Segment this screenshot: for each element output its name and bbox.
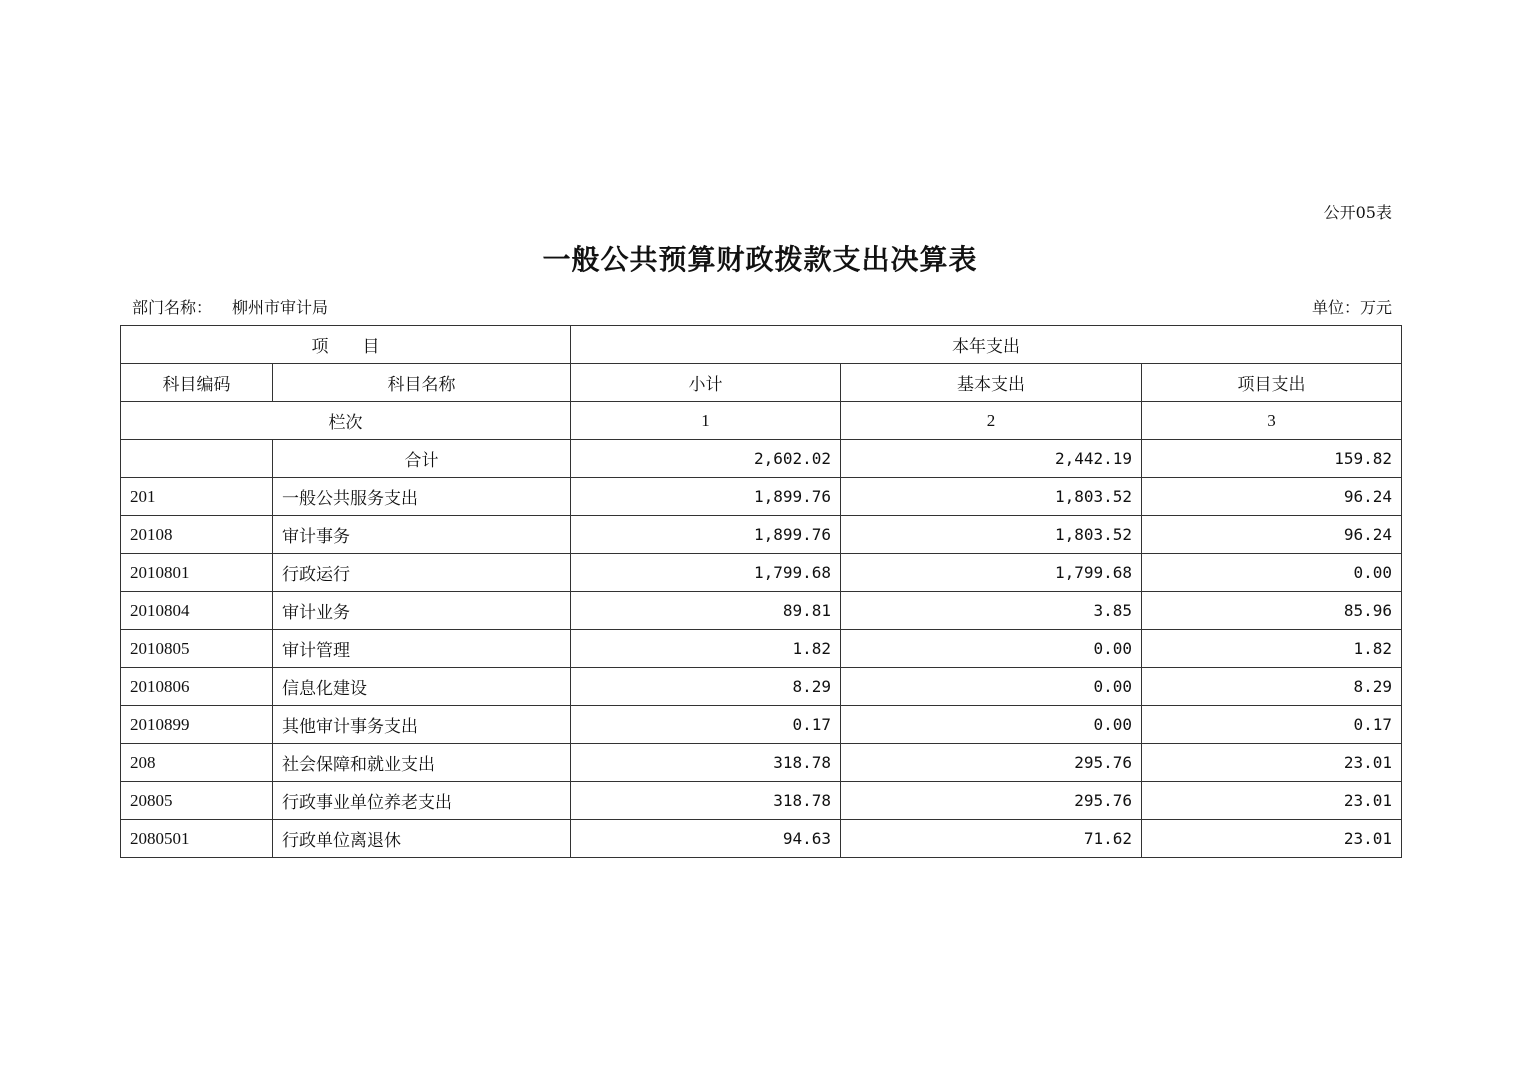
- row-subtotal: 1,899.76: [571, 516, 841, 554]
- header-subtotal: 小计: [571, 364, 841, 402]
- row-subtotal: 94.63: [571, 820, 841, 858]
- total-basic: 2,442.19: [841, 440, 1142, 478]
- total-code-cell: [121, 440, 273, 478]
- row-subtotal: 0.17: [571, 706, 841, 744]
- row-code: 2010804: [121, 592, 273, 630]
- department-name: 柳州市审计局: [232, 298, 329, 317]
- table-row: [121, 478, 1402, 516]
- index-label: 栏次: [121, 402, 571, 440]
- total-row: [121, 440, 1402, 478]
- row-basic: 1,803.52: [841, 478, 1142, 516]
- table-row: [121, 516, 1402, 554]
- header-basic: 基本支出: [841, 364, 1142, 402]
- row-subtotal: 1,799.68: [571, 554, 841, 592]
- table-row: [121, 668, 1402, 706]
- page-title: 一般公共预算财政拨款支出决算表: [542, 243, 978, 276]
- table-row: [121, 706, 1402, 744]
- index-3: 3: [1142, 402, 1402, 440]
- header-row-columns: [121, 364, 1402, 402]
- row-name: 社会保障和就业支出: [273, 744, 571, 782]
- row-name: 其他审计事务支出: [273, 706, 571, 744]
- header-code: 科目编码: [121, 364, 273, 402]
- row-project: 23.01: [1142, 744, 1402, 782]
- header-row-index: [121, 402, 1402, 440]
- row-basic: 3.85: [841, 592, 1142, 630]
- row-basic: 0.00: [841, 706, 1142, 744]
- row-project: 23.01: [1142, 820, 1402, 858]
- header-expense-group: 本年支出: [571, 326, 1402, 364]
- row-project: 96.24: [1142, 516, 1402, 554]
- row-code: 20108: [121, 516, 273, 554]
- row-code: 2080501: [121, 820, 273, 858]
- table-row: [121, 592, 1402, 630]
- row-code: 2010801: [121, 554, 273, 592]
- table-row: [121, 782, 1402, 820]
- row-basic: 1,799.68: [841, 554, 1142, 592]
- row-project: 8.29: [1142, 668, 1402, 706]
- row-code: 2010899: [121, 706, 273, 744]
- row-name: 审计事务: [273, 516, 571, 554]
- index-2: 2: [841, 402, 1142, 440]
- unit-label: 单位：万元: [1311, 298, 1392, 317]
- row-basic: 295.76: [841, 782, 1142, 820]
- row-project: 85.96: [1142, 592, 1402, 630]
- table-row: [121, 820, 1402, 858]
- row-project: 0.17: [1142, 706, 1402, 744]
- row-subtotal: 1,899.76: [571, 478, 841, 516]
- row-code: 2010806: [121, 668, 273, 706]
- row-subtotal: 8.29: [571, 668, 841, 706]
- row-basic: 1,803.52: [841, 516, 1142, 554]
- row-subtotal: 318.78: [571, 744, 841, 782]
- header-project: 项目支出: [1142, 364, 1402, 402]
- row-code: 20805: [121, 782, 273, 820]
- table-row: [121, 554, 1402, 592]
- row-basic: 0.00: [841, 668, 1142, 706]
- row-project: 96.24: [1142, 478, 1402, 516]
- row-project: 1.82: [1142, 630, 1402, 668]
- index-1: 1: [571, 402, 841, 440]
- row-name: 一般公共服务支出: [273, 478, 571, 516]
- header-row-group: [121, 326, 1402, 364]
- table-row: [121, 744, 1402, 782]
- row-subtotal: 89.81: [571, 592, 841, 630]
- row-name: 行政运行: [273, 554, 571, 592]
- row-code: 2010805: [121, 630, 273, 668]
- total-label: 合计: [273, 440, 571, 478]
- row-subtotal: 1.82: [571, 630, 841, 668]
- total-subtotal: 2,602.02: [571, 440, 841, 478]
- row-basic: 295.76: [841, 744, 1142, 782]
- department-label: 部门名称：: [132, 298, 213, 317]
- row-name: 行政单位离退休: [273, 820, 571, 858]
- header-project-group: 项 目: [121, 326, 571, 364]
- row-basic: 71.62: [841, 820, 1142, 858]
- row-code: 201: [121, 478, 273, 516]
- row-basic: 0.00: [841, 630, 1142, 668]
- expenditure-table: [120, 325, 1402, 858]
- table-row: [121, 630, 1402, 668]
- table-code-label: 公开05表: [1323, 203, 1392, 222]
- row-project: 0.00: [1142, 554, 1402, 592]
- row-name: 信息化建设: [273, 668, 571, 706]
- row-name: 审计管理: [273, 630, 571, 668]
- row-subtotal: 318.78: [571, 782, 841, 820]
- row-name: 审计业务: [273, 592, 571, 630]
- row-code: 208: [121, 744, 273, 782]
- total-project: 159.82: [1142, 440, 1402, 478]
- row-name: 行政事业单位养老支出: [273, 782, 571, 820]
- department-line: [132, 295, 328, 318]
- row-project: 23.01: [1142, 782, 1402, 820]
- header-name: 科目名称: [273, 364, 571, 402]
